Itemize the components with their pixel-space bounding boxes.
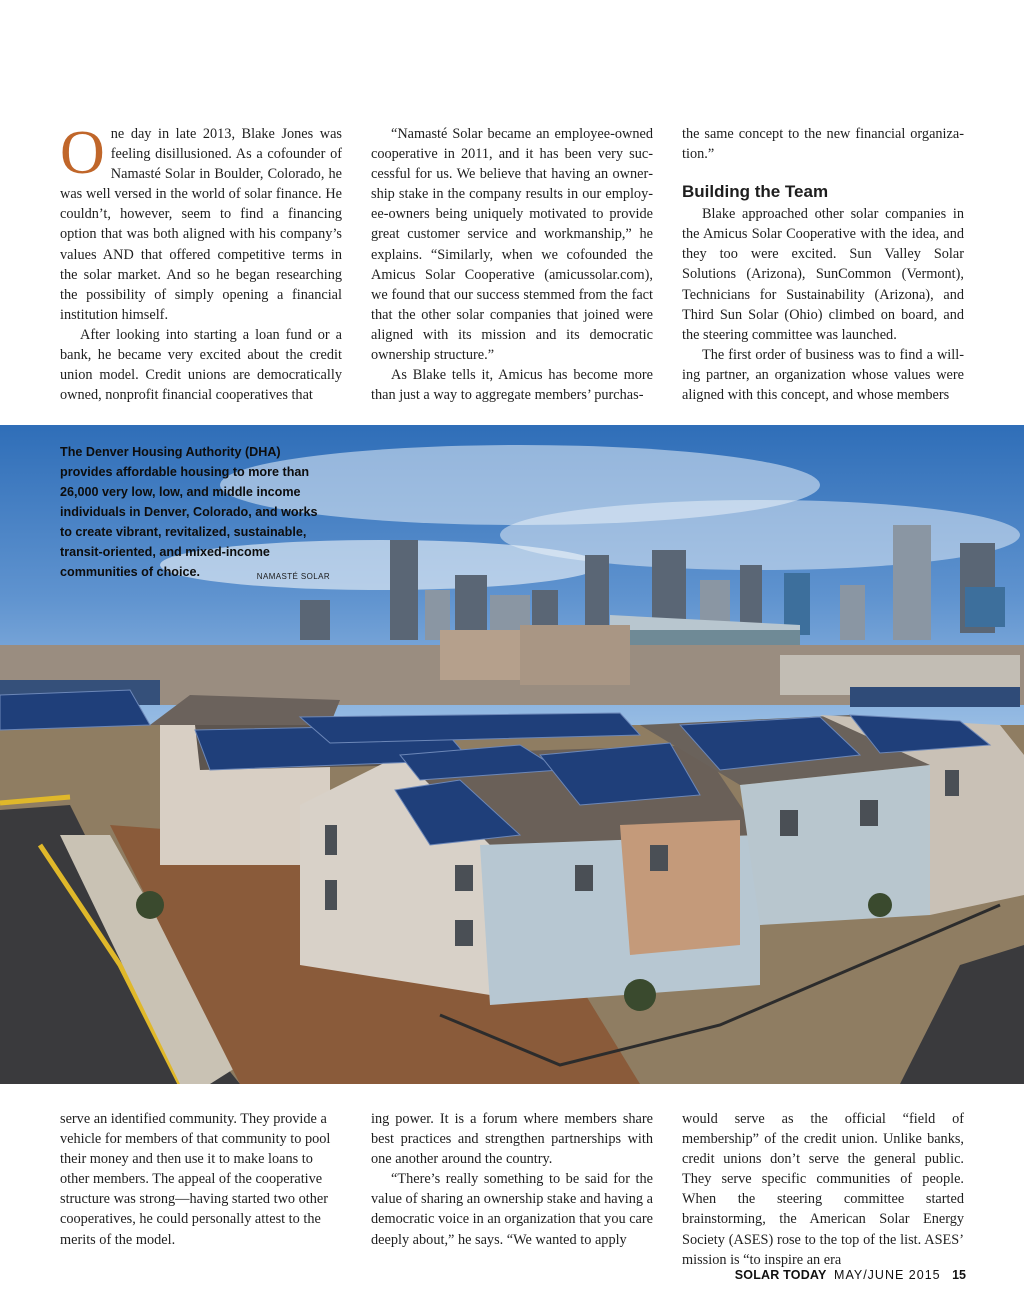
article-column-2-continued	[371, 1109, 653, 1250]
drop-cap: O	[60, 119, 105, 187]
article-column-1	[60, 119, 342, 405]
article-paragraph: ing power. It is a forum where members share best practices and strengthen partnerships with one another around the country.	[371, 1111, 653, 1168]
page-footer	[735, 1268, 966, 1282]
article-paragraph	[60, 119, 342, 325]
article-column-3-continued	[682, 1109, 964, 1270]
page-number: 15	[952, 1268, 966, 1282]
photo-caption: The Denver Housing Authority (DHA) provides affordable housing to more than 26,000 very low, low, and middle income individuals in Denver, Colorado, and works to create vibrant, revitalized, sustainable, transit-oriented, and mixed-income communities of choice.	[60, 445, 318, 579]
magazine-name: SOLAR TODAY	[734, 1268, 827, 1282]
article-paragraph: “Namasté Solar became an employee-owned cooperative in 2011, and it has been very successful for us. We believe that having an ownership stake in the company results in our employee-owners being uniquely motivated to provide great customer service and workmanship,” he explains. “Similarly, when we cofounded the Amicus Solar Cooperative (amicussolar.com), we found that our success stemmed from the fact that the other solar companies that joined were aligned with its mission and its democratic ownership structure.”	[371, 126, 653, 364]
article-paragraph: The first order of business was to find a willing partner, an organization whose values were aligned with this concept, and whose members	[682, 346, 964, 404]
section-subheading: Building the Team	[682, 182, 829, 202]
photo-credit: NAMASTÉ SOLAR	[256, 572, 330, 581]
article-column-3	[682, 124, 964, 405]
article-paragraph: would serve as the official “field of membership” of the credit union. Unlike banks, credit unions don’t serve the general public. They serve specific communities of people. When the steering committee started brainstorming, the American Solar Energy Society (ASES) rose to the top of the list. ASES’ mission is “to inspire an era	[682, 1111, 964, 1268]
issue-date: MAY/JUNE 2015	[834, 1268, 941, 1282]
article-paragraph: As Blake tells it, Amicus has become more than just a way to aggregate members’ purchas-	[371, 367, 653, 404]
article-column-1-continued	[60, 1109, 342, 1250]
article-paragraph: Blake approached other solar companies in the Amicus Solar Cooperative with the idea, and they too were excited. Sun Valley Solar Solutions (Arizona), SunCommon (Vermont), Technicians for Sustainability (Arizona), and Third Sun Solar (Ohio) climbed on board, and the steering committee was launched.	[682, 206, 964, 343]
article-paragraph: the same concept to the new financial organization.”	[682, 126, 964, 163]
article-column-2	[371, 124, 653, 405]
article-paragraph: After looking into starting a loan fund or a bank, he became very excited about the credit union model. Credit unions are democratically owned, nonprofit financial cooperatives that	[60, 326, 342, 404]
article-paragraph: serve an identified community. They provide a vehicle for members of that community to pool their money and then use it to make loans to other members. The appeal of the cooperative structure was strong—having started two other cooperatives, he could personally attest to the merits of the model.	[60, 1111, 331, 1248]
article-paragraph: “There’s really something to be said for the value of sharing an ownership stake and having a democratic voice in an organization that you care deeply about,” he says. “We wanted to apply	[371, 1171, 653, 1248]
paragraph-text: ne day in late 2013, Blake Jones was feeling disillusioned. As a cofounder of Namasté Solar in Boulder, Colorado, he was well versed in the world of solar finance. He couldn’t, however, seem to find a financing option that was both aligned with his company’s values AND that offered competitive terms in the solar market. And so he began researching the possibility of simply opening a financial institution himself.	[60, 126, 342, 323]
